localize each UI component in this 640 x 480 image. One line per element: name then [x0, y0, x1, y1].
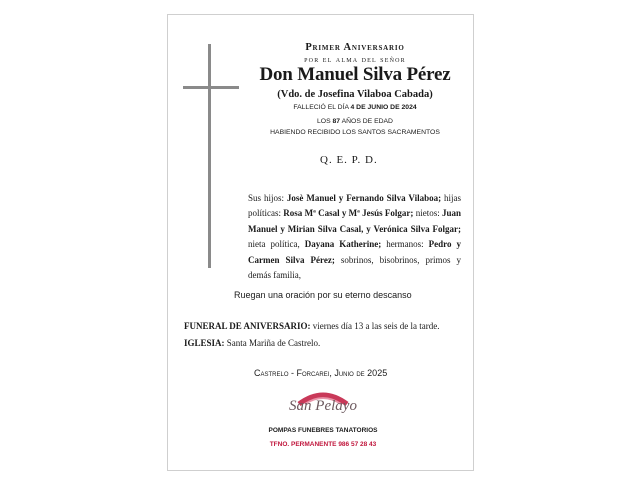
church-info: IGLESIA: Santa Mariña de Castrelo. [184, 338, 321, 348]
place-date: Castrelo - Forcarei, Junio de 2025 [254, 368, 388, 378]
prayer-request: Ruegan una oración por su eterno descanso [234, 290, 412, 300]
deceased-name: Don Manuel Silva Pérez [259, 64, 451, 85]
cross-icon-vertical [208, 44, 211, 268]
qepd: Q. E. P. D. [320, 154, 378, 166]
sacraments-line: HABIENDO RECIBIDO LOS SANTOS SACRAMENTOS [270, 129, 440, 136]
header-for-soul: por el alma del señor [304, 54, 406, 64]
death-date-line: FALLECIÓ EL DÍA 4 DE JUNIO DE 2024 [293, 104, 417, 111]
phone-number: TFNO. PERMANENTE 986 57 28 43 [269, 441, 377, 448]
funeral-info: FUNERAL DE ANIVERSARIO: viernes día 13 a las seis de la tarde. [184, 321, 440, 331]
san-pelayo-logo [285, 388, 361, 422]
header-anniversary: Primer Aniversario [305, 42, 405, 53]
logo-text: San Pelayo [289, 398, 357, 414]
age-line: LOS 87 AÑOS DE EDAD [317, 118, 393, 125]
family-paragraph: Sus hijos: Josè Manuel y Fernando Silva Vilaboa; hijas políticas: Rosa Mª Casal y Mª Jesús Folgar; nietos: Juan Manuel y Mirian Silva Casal, y Verónica Silva Folgar; nieta política, Dayana Katherine; hermanos: Pedro y Carmen Silva Pérez; sobrinos, bisobrinos, primos y demás familia, [248, 193, 462, 281]
company-name: POMPAS FUNEBRES TANATORIOS [268, 427, 378, 434]
widow-of: (Vdo. de Josefina Vilaboa Cabada) [277, 89, 433, 100]
cross-icon-horizontal [183, 86, 239, 89]
